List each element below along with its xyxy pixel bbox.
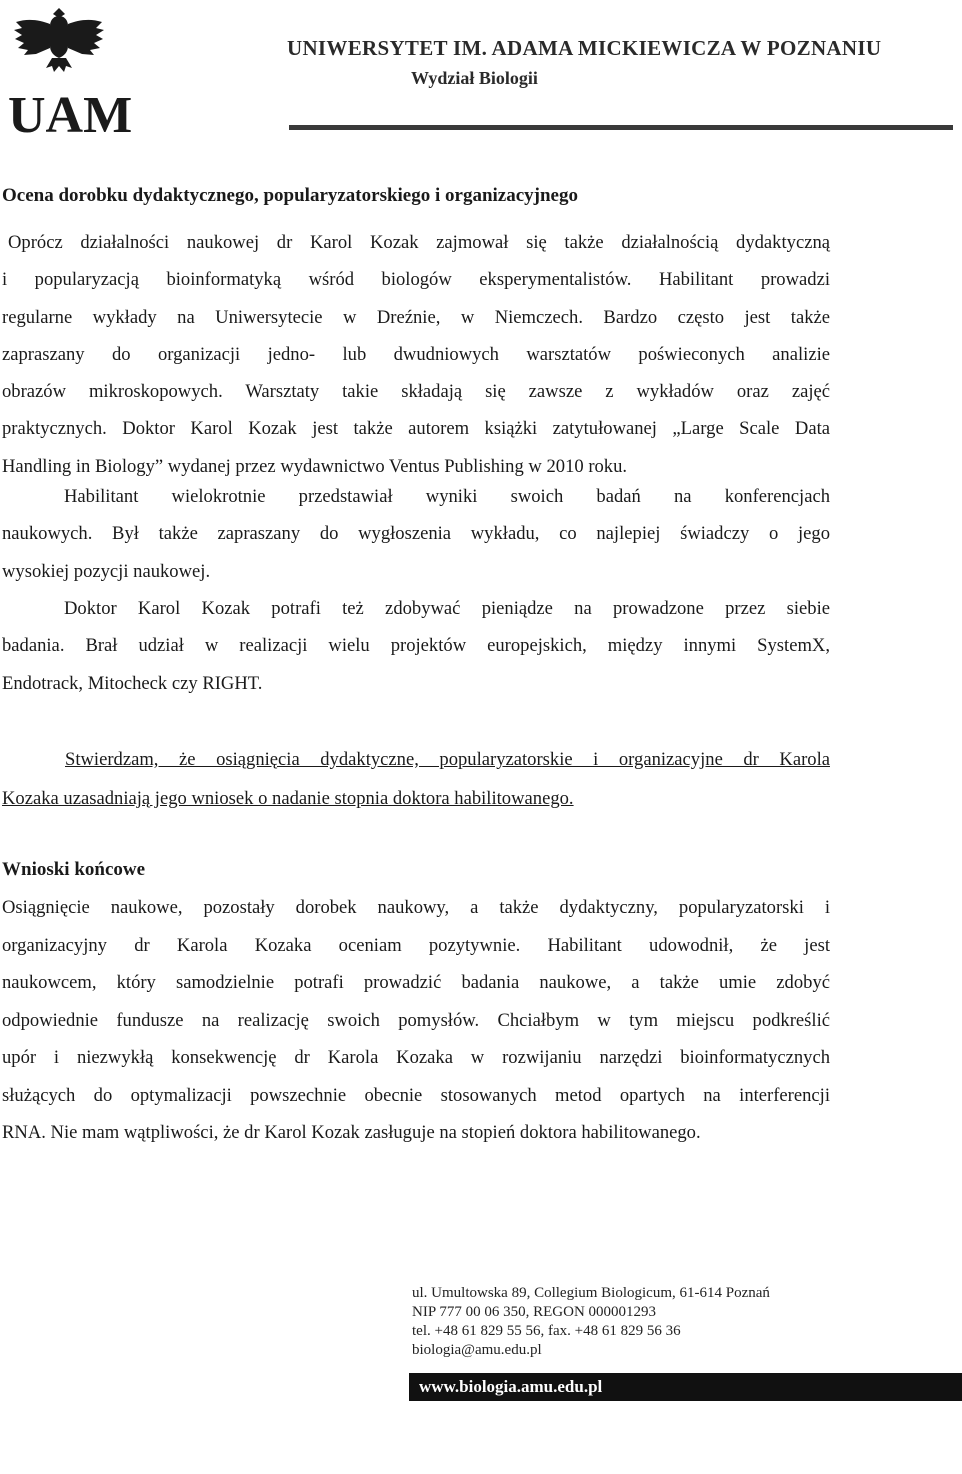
section-title-evaluation: Ocena dorobku dydaktycznego, popularyzatorskiego i organizacyjnego	[2, 185, 578, 206]
footer-email[interactable]: biologia@amu.edu.pl	[412, 1342, 542, 1358]
footer-address: ul. Umultowska 89, Collegium Biologicum, 61-614 Poznań	[412, 1285, 770, 1301]
footer-ids: NIP 777 00 06 350, REGON 000001293	[412, 1304, 657, 1320]
paragraph-line: praktycznych. Doktor Karol Kozak jest także autorem książki zatytułowanej „Large Scale Data	[2, 418, 830, 440]
paragraph-line: badania. Brał udział w realizacji wielu projektów europejskich, między innymi SystemX,	[2, 635, 830, 657]
paragraph-line: Habilitant wielokrotnie przedstawiał wyniki swoich badań na konferencjach	[64, 486, 830, 507]
paragraph-line: organizacyjny dr Karola Kozaka oceniam pozytywnie. Habilitant udowodnił, że jest	[2, 934, 830, 956]
paragraph-line: obrazów mikroskopowych. Warsztaty takie składają się zawsze z wykładów oraz zajęć	[2, 381, 830, 403]
faculty-name: Wydział Biologii	[411, 68, 538, 88]
statement-line: Stwierdzam, że osiągnięcia dydaktyczne, popularyzatorskie i organizacyjne dr Karola	[65, 749, 830, 770]
paragraph-line: regularne wykłady na Uniwersytecie w Dreźnie, w Niemczech. Bardzo często jest także	[2, 306, 830, 328]
paragraph-conclusions	[2, 889, 830, 1152]
paragraph-line: i popularyzacją bioinformatyką wśród biologów eksperymentalistów. Habilitant prowadzi	[2, 269, 830, 291]
header-divider	[289, 125, 953, 130]
paragraph-teaching	[2, 224, 830, 485]
paragraph-conferences	[2, 478, 830, 590]
section-title-conclusions: Wnioski końcowe	[2, 859, 146, 880]
paragraph-line: zapraszany do organizacji jedno- lub dwudniowych warsztatów poświeconych analizie	[2, 343, 830, 365]
paragraph-line: naukowcem, który samodzielnie potrafi prowadzić badania naukowe, a także umie zdobyć	[2, 972, 830, 993]
footer-contact	[412, 1284, 770, 1360]
website-link[interactable]: www.biologia.amu.edu.pl	[419, 1377, 603, 1396]
paragraph-line: Handling in Biology” wydanej przez wydawnictwo Ventus Publishing w 2010 roku.	[2, 455, 628, 477]
paragraph-funding	[2, 590, 830, 702]
paragraph-line: Osiągnięcie naukowe, pozostały dorobek naukowy, a także dydaktyczny, popularyzatorski i	[2, 897, 830, 918]
statement-underlined	[2, 740, 830, 818]
paragraph-line: odpowiednie fundusze na realizację swoich pomysłów. Chciałbym w tym miejscu podkreślić	[2, 1009, 830, 1031]
paragraph-line: naukowych. Był także zapraszany do wygłoszenia wykładu, co najlepiej świadczy o jego	[2, 523, 830, 545]
statement-line: Kozaka uzasadniają jego wniosek o nadanie stopnia doktora habilitowanego.	[2, 788, 574, 809]
paragraph-line: Doktor Karol Kozak potrafi też zdobywać pieniądze na prowadzone przez siebie	[64, 598, 830, 619]
uam-eagle-logo-icon	[6, 2, 133, 144]
paragraph-line: upór i niezwykłą konsekwencję dr Karola Kozaka w rozwijaniu narzędzi bioinformatycznych	[2, 1047, 830, 1068]
paragraph-line: RNA. Nie mam wątpliwości, że dr Karol Kozak zasługuje na stopień doktora habilitowanego.	[2, 1122, 701, 1143]
paragraph-line: wysokiej pozycji naukowej.	[2, 560, 211, 582]
paragraph-line: Endotrack, Mitocheck czy RIGHT.	[2, 672, 263, 694]
paragraph-line: Oprócz działalności naukowej dr Karol Kozak zajmował się także działalnością dydaktyczną	[8, 232, 830, 253]
website-bar	[409, 1373, 962, 1401]
footer-phone: tel. +48 61 829 55 56, fax. +48 61 829 56 36	[412, 1323, 681, 1339]
university-name: UNIWERSYTET IM. ADAMA MICKIEWICZA W POZNANIU	[287, 36, 882, 60]
paragraph-line: służących do optymalizacji powszechnie obecnie stosowanych metod opartych na interferencji	[2, 1084, 830, 1106]
svg-text:UAM: UAM	[8, 87, 133, 144]
